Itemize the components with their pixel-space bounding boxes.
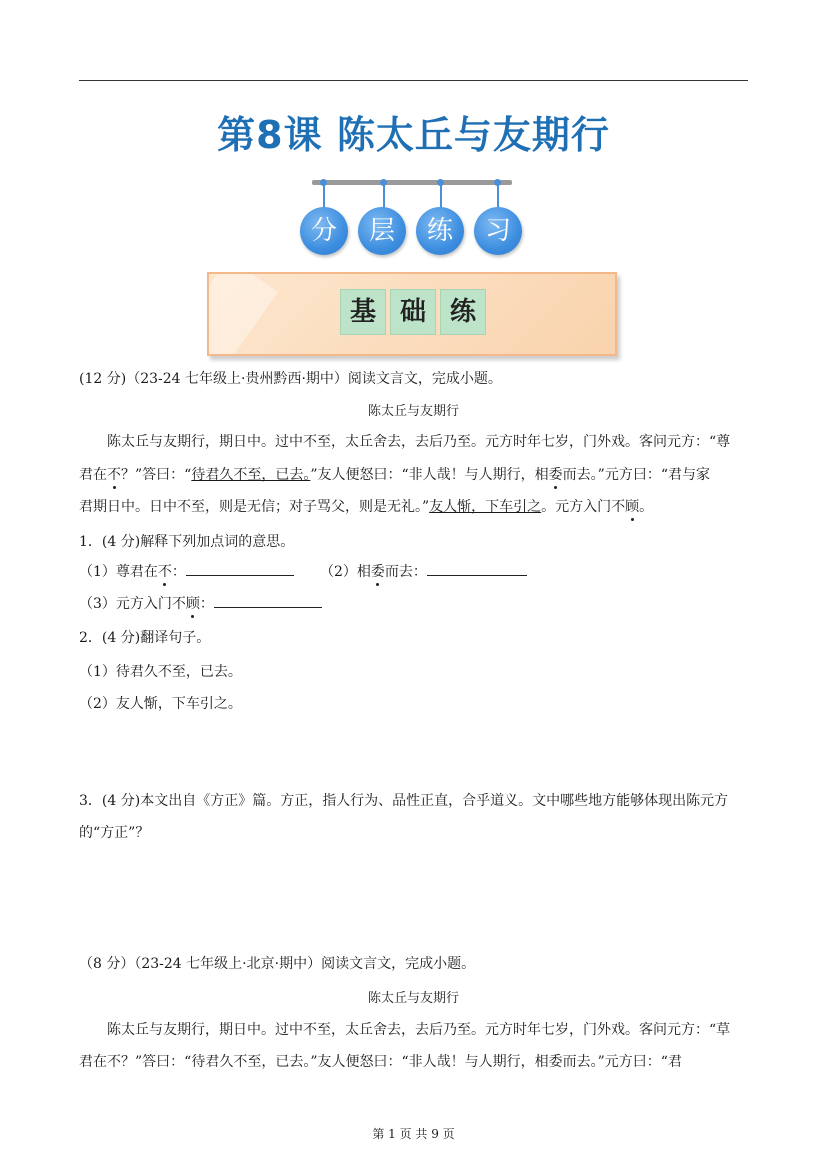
q2-item-1: （1）待君久不至，已去。 (79, 664, 242, 680)
underlined-sentence-1: 待君久不至，已去。 (191, 467, 311, 483)
q2-stem: 2．(4 分)翻译句子。 (79, 630, 211, 646)
answer-blank-3[interactable] (214, 595, 322, 608)
answer-blank-1[interactable] (186, 563, 294, 576)
banner-char-2: 层 (358, 207, 406, 255)
section-char-2: 础 (390, 289, 436, 335)
passage1-intro: (12 分)（23-24 七年级上·贵州黔西·期中）阅读文言文，完成小题。 (79, 371, 502, 387)
lesson-title: 第8课 陈太丘与友期行 (217, 113, 610, 157)
answer-blank-2[interactable] (427, 563, 527, 576)
q2-item-2: （2）友人惭，下车引之。 (79, 696, 242, 712)
section-label (340, 289, 486, 335)
section-heading-box (207, 272, 617, 356)
section-char-3: 练 (440, 289, 486, 335)
passage2-line-1: 陈太丘与友期行，期日中。过中不至，太丘舍去，去后乃至。元方时年七岁，门外戏。客问元方：“草 (107, 1022, 731, 1038)
q1-item-3: （3）元方入门不顾： (79, 593, 322, 613)
passage1-line-2: 君在不？”答曰：“待君久不至，已去。”友人便怒曰：“非人哉！与人期行，相委而去。”元方曰：“君与家 (79, 467, 710, 483)
dotted-char: 顾 (625, 499, 640, 515)
header-rule (79, 80, 748, 81)
dotted-char: 委 (548, 467, 563, 483)
q1-item-1: （1）尊君在不： (79, 561, 294, 581)
q3-line-1: 3．(4 分)本文出自《方正》篇。方正，指人行为、品性正直，合乎道义。文中哪些地方能够体现出陈元方 (79, 793, 729, 809)
banner-bar (312, 180, 512, 185)
section-char-1: 基 (340, 289, 386, 335)
passage2-line-2: 君在不？”答曰：“待君久不至，已去。”友人便怒曰：“非人哉！与人期行，相委而去。”元方曰：“君 (79, 1054, 682, 1070)
q3-line-2: 的“方正”？ (79, 825, 150, 841)
banner-char-1: 分 (300, 207, 348, 255)
practice-banner (300, 176, 530, 262)
passage2-title: 陈太丘与友期行 (367, 991, 459, 1006)
passage1-line-1: 陈太丘与友期行，期日中。过中不至，太丘舍去，去后乃至。元方时年七岁，门外戏。客问元方：“尊 (107, 434, 731, 450)
passage1-line-3: 君期日中。日中不至，则是无信；对子骂父，则是无礼。”友人惭，下车引之。元方入门不顾。 (79, 499, 654, 515)
banner-char-3: 练 (416, 207, 464, 255)
passage1-title: 陈太丘与友期行 (367, 404, 459, 419)
underlined-sentence-2: 友人惭，下车引之 (429, 499, 542, 515)
q1-stem: 1．(4 分)解释下列加点词的意思。 (79, 534, 295, 550)
banner-char-4: 习 (474, 207, 522, 255)
passage2-intro: （8 分）（23-24 七年级上·北京·期中）阅读文言文，完成小题。 (79, 956, 476, 972)
q1-item-2: （2）相委而去： (320, 561, 527, 581)
dotted-char: 不 (107, 467, 121, 483)
page-footer: 第 1 页 共 9 页 (372, 1127, 455, 1141)
